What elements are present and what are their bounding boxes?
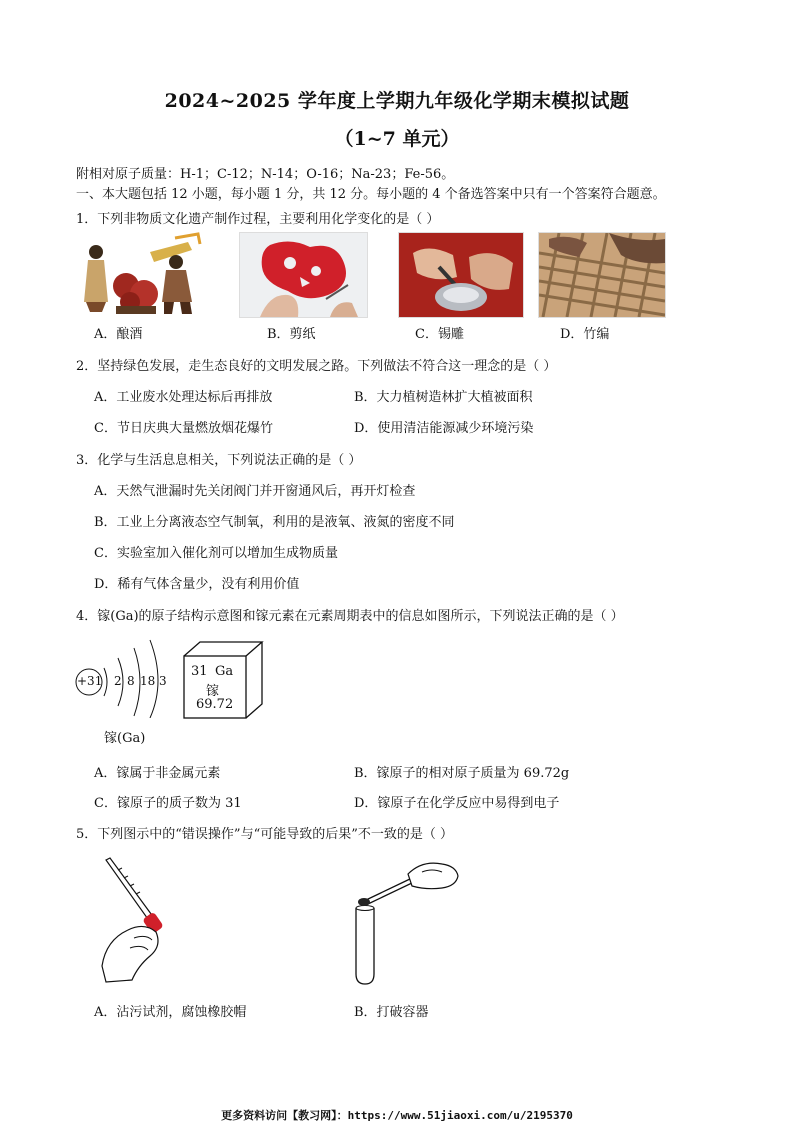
element-atomic-number: 31 (191, 664, 208, 679)
q3-option-c: C．实验室加入催化剂可以增加生成物质量 (94, 546, 338, 561)
q5-option-b: B．打破容器 (354, 1005, 429, 1020)
element-symbol: Ga (215, 664, 234, 679)
q1-option-d: D．竹编 (560, 327, 610, 342)
shell-1-electrons: 2 (114, 674, 122, 688)
nucleus-charge: +31 (77, 674, 103, 688)
q2-option-c: C．节日庆典大量燃放烟花爆竹 (94, 421, 273, 436)
q2-option-b: B．大力植树造林扩大植被面积 (354, 390, 533, 405)
q3-option-b: B．工业上分离液态空气制氧，利用的是液氧、液氮的密度不同 (94, 515, 455, 530)
question-1-stem: 1．下列非物质文化遗产制作过程，主要利用化学变化的是（ ） (76, 212, 440, 227)
section-1-instructions: 一、本大题包括 12 小题，每小题 1 分，共 12 分。每小题的 4 个备选答案中只有一个答案符合题意。 (76, 187, 666, 202)
question-3-stem: 3．化学与生活息息相关，下列说法正确的是（ ） (76, 453, 362, 468)
wine-brewing-image (80, 232, 208, 316)
page-subtitle: （1~7 单元） (334, 128, 460, 150)
q3-option-a: A．天然气泄漏时先关闭阀门并开窗通风后，再开灯检查 (94, 484, 416, 499)
paper-cutting-image (239, 232, 368, 318)
shell-4-electrons: 3 (159, 674, 167, 688)
q5-option-a: A．沾污试剂，腐蚀橡胶帽 (94, 1005, 247, 1020)
q1-option-c: C．锡雕 (415, 327, 464, 342)
q4-option-c: C．镓原子的质子数为 31 (94, 796, 242, 811)
question-5-stem: 5．下列图示中的“错误操作”与“可能导致的后果”不一致的是（ ） (76, 827, 453, 842)
bamboo-weaving-image (538, 232, 666, 318)
q3-option-d: D．稀有气体含量少，没有利用价值 (94, 577, 300, 592)
question-4-stem: 4．镓(Ga)的原子结构示意图和镓元素在元素周期表中的信息如图所示，下列说法正确的是（ ） (76, 609, 624, 624)
q1-option-a: A．酿酒 (94, 327, 143, 342)
tin-carving-image (398, 232, 524, 318)
q2-option-d: D．使用清洁能源减少环境污染 (354, 421, 534, 436)
q4-option-d: D．镓原子在化学反应中易得到电子 (354, 796, 560, 811)
shell-2-electrons: 8 (127, 674, 135, 688)
q4-option-b: B．镓原子的相对原子质量为 69.72g (354, 766, 570, 781)
q4-option-a: A．镓属于非金属元素 (94, 766, 221, 781)
element-name: 镓 (206, 684, 220, 699)
periodic-table-cell (182, 640, 266, 720)
atomic-masses-note: 附相对原子质量：H-1；C-12；N-14；O-16；Na-23；Fe-56。 (76, 167, 455, 182)
shell-3-electrons: 18 (140, 674, 156, 688)
element-atomic-mass: 69.72 (196, 697, 234, 712)
dropper-hand-illustration (96, 856, 176, 984)
test-tube-tweezers-illustration (352, 852, 462, 986)
page-title: 2024~2025 学年度上学期九年级化学期末模拟试题 (164, 90, 630, 112)
atom-diagram-label: 镓(Ga) (104, 731, 146, 746)
q2-option-a: A．工业废水处理达标后再排放 (94, 390, 273, 405)
footer-link-text[interactable]: 更多资料访问【教习网】：https://www.51jiaoxi.com/u/2195370 (221, 1109, 573, 1122)
footer-link[interactable] (0, 1107, 794, 1123)
atomic-structure-diagram (74, 634, 174, 718)
q1-option-b: B．剪纸 (267, 327, 316, 342)
question-2-stem: 2．坚持绿色发展，走生态良好的文明发展之路。下列做法不符合这一理念的是（ ） (76, 359, 557, 374)
